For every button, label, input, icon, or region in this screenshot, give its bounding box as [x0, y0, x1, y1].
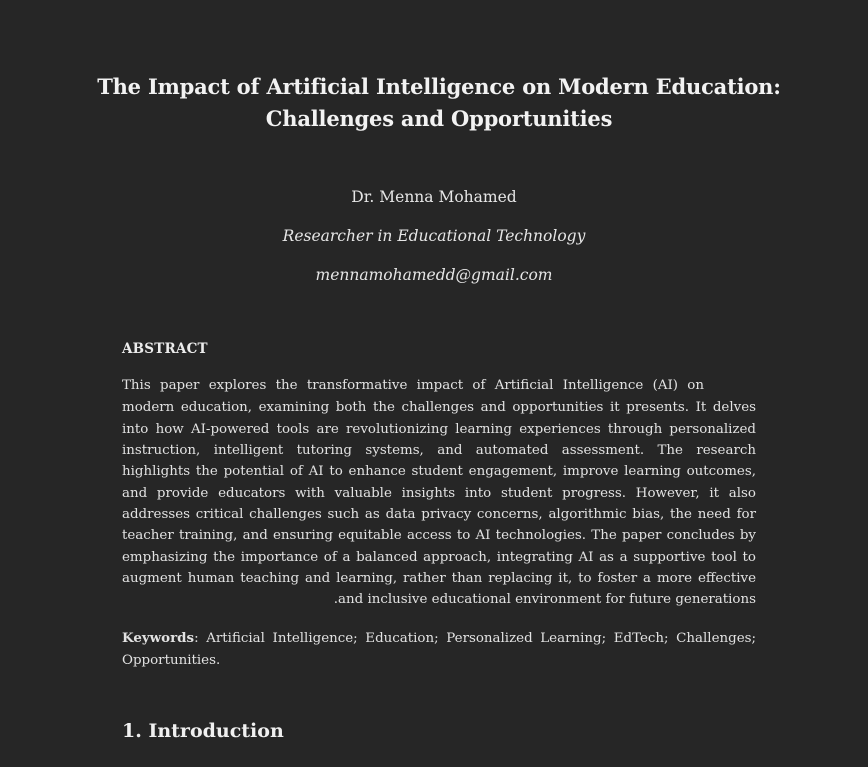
abstract-line: highlights the potential of AI to enhance student engagement, improve learning outcomes, [122, 464, 756, 479]
paper-title-line-1: The Impact of Artificial Intelligence on Modern Education: [97, 74, 781, 99]
paper-title-line-2: Challenges and Opportunities [265, 106, 613, 131]
abstract-line: teacher training, and ensuring equitable access to AI technologies. The paper concludes by [122, 528, 756, 543]
keywords-line-1 [122, 627, 756, 650]
abstract-heading: ABSTRACT [122, 341, 208, 357]
keywords-label: Keywords [122, 630, 195, 646]
keywords-block [122, 627, 756, 672]
section-heading-introduction: 1. Introduction [122, 720, 284, 742]
abstract-line: This paper explores the transformative impact of Artificial Intelligence (AI) on [122, 378, 704, 393]
keywords-line-2: Opportunities. [122, 653, 221, 668]
abstract-line: addresses critical challenges such as data privacy concerns, algorithmic bias, the need for [122, 507, 756, 522]
author-name: Dr. Menna Mohamed [351, 188, 517, 206]
keywords-list: : Artificial Intelligence; Education; Personalized Learning; EdTech; Challenges; [194, 631, 756, 646]
abstract-line: augment human teaching and learning, rather than replacing it, to foster a more effective [122, 571, 756, 586]
abstract-line: instruction, intelligent tutoring systems, and automated assessment. The research [122, 443, 756, 458]
abstract-line: .and inclusive educational environment for future generations [333, 592, 756, 607]
abstract-line: into how AI-powered tools are revolutionizing learning experiences through personalized [122, 422, 756, 437]
abstract-line: and provide educators with valuable insights into student progress. However, it also [122, 486, 756, 501]
author-affiliation: Researcher in Educational Technology [282, 227, 586, 245]
author-email: mennamohamedd@gmail.com [315, 266, 553, 284]
abstract-line: modern education, examining both the challenges and opportunities it presents. It delves [122, 400, 756, 415]
abstract-line: emphasizing the importance of a balanced approach, integrating AI as a supportive tool to [122, 550, 756, 565]
